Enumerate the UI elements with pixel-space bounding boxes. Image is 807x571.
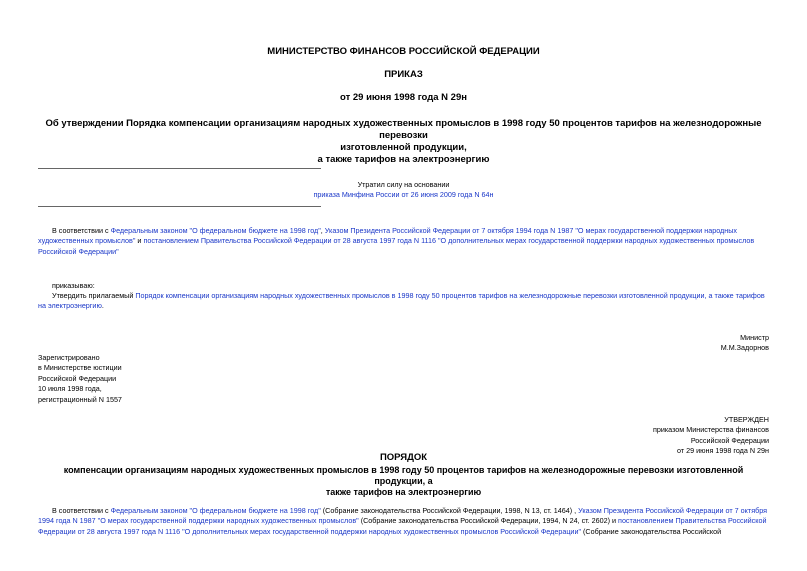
lost-force-note — [38, 180, 769, 200]
document-title — [38, 118, 769, 166]
divider-bottom — [38, 206, 321, 207]
divider-top — [38, 168, 321, 169]
lost-force-text: Утратил силу на основании — [357, 180, 450, 189]
document-type: ПРИКАЗ — [384, 69, 423, 80]
registration-line: 10 июля 1998 года, — [38, 384, 102, 394]
signature-position: Министр — [740, 333, 769, 342]
approved-line: от 29 июня 1998 года N 29н — [676, 446, 769, 456]
subtitle-line: компенсации организациям народных художественных промыслов в 1998 году 50 процентов тарифов на железнодорожные перевозки изготовленной продукции, а — [63, 465, 744, 486]
order-word: приказываю: — [52, 281, 95, 290]
approved-line: приказом Министерства финансов — [652, 425, 769, 435]
procedure-title: ПОРЯДОК — [379, 452, 428, 463]
procedure-subtitle — [38, 465, 769, 498]
signature-name: М.М.Задорнов — [720, 343, 769, 353]
registration-line: в Министерстве юстиции — [38, 363, 122, 373]
preamble-paragraph — [38, 226, 769, 257]
text: (Собрание законодательства Российской — [581, 526, 722, 536]
text: (Собрание законодательства Российской Федерации, 1998, N 13, ст. 1464) , — [320, 506, 579, 515]
government-resolution-link[interactable]: постановлением Правительства Российской Федерации от 28 августа 1997 года N 1116 "О дополнительных мерах государственной поддержки народных художественных промыслов Российской Федерации" — [38, 516, 767, 536]
approved-line: Российской Федерации — [690, 435, 769, 445]
federal-law-link[interactable]: Федеральным законом "О федеральном бюджете на 1998 год" — [110, 226, 321, 235]
lost-force-link[interactable]: приказа Минфина России от 26 июня 2009 года N 64н — [313, 190, 494, 199]
approve-paragraph — [38, 291, 769, 312]
presidential-decree-link[interactable]: Указом Президента Российской Федерации от 7 октября 1994 года N 1987 "О мерах государственной поддержки народных художественных промыслов" — [38, 506, 768, 526]
text: . — [101, 301, 104, 311]
subtitle-line: также тарифов на электроэнергию — [325, 487, 482, 497]
text: В соответствии с — [52, 506, 111, 515]
document-date: от 29 июня 1998 года N 29н — [340, 92, 467, 103]
signature-block — [721, 333, 769, 354]
title-line: изготовленной продукции, — [340, 142, 467, 153]
registration-line: Зарегистрировано — [38, 353, 100, 362]
text: (Собрание законодательства Российской Федерации, 1994, N 24, ст. 2602) и — [358, 516, 619, 526]
presidential-decree-link[interactable]: Указом Президента Российской Федерации от 7 октября 1994 года N 1987 "О мерах государственной поддержки народных художественных промыслов" — [38, 226, 737, 246]
text: , — [320, 226, 325, 235]
registration-block — [38, 353, 122, 405]
government-resolution-link[interactable]: постановлением Правительства Российской Федерации от 28 августа 1997 года N 1116 "О дополнительных мерах государственной поддержки народных художественных промыслов Российской Федерации" — [38, 236, 755, 256]
text: и — [135, 236, 144, 246]
title-line: а также тарифов на электроэнергию — [317, 154, 490, 165]
federal-law-link[interactable]: Федеральным законом "О федеральном бюджете на 1998 год" — [110, 506, 321, 515]
text: В соответствии с — [52, 226, 111, 235]
text: Утвердить прилагаемый — [52, 291, 136, 300]
procedure-link[interactable]: Порядок компенсации организациям народных художественных промыслов в 1998 году 50 процентов тарифов на железнодорожные перевозки изготовленной продукции, а также тарифов на электроэнергию — [38, 291, 765, 311]
approved-block — [653, 415, 769, 457]
title-line: Об утверждении Порядка компенсации организациям народных художественных промыслов в 1998 году 50 процентов тарифов на железнодорожные перевозки — [45, 118, 762, 141]
registration-line: Российской Федерации — [38, 373, 117, 383]
approved-line: УТВЕРЖДЕН — [724, 415, 769, 424]
ministry-heading: МИНИСТЕРСТВО ФИНАНСОВ РОССИЙСКОЙ ФЕДЕРАЦИИ — [267, 46, 540, 57]
registration-line: регистрационный N 1557 — [38, 394, 122, 404]
procedure-paragraph — [38, 506, 769, 537]
